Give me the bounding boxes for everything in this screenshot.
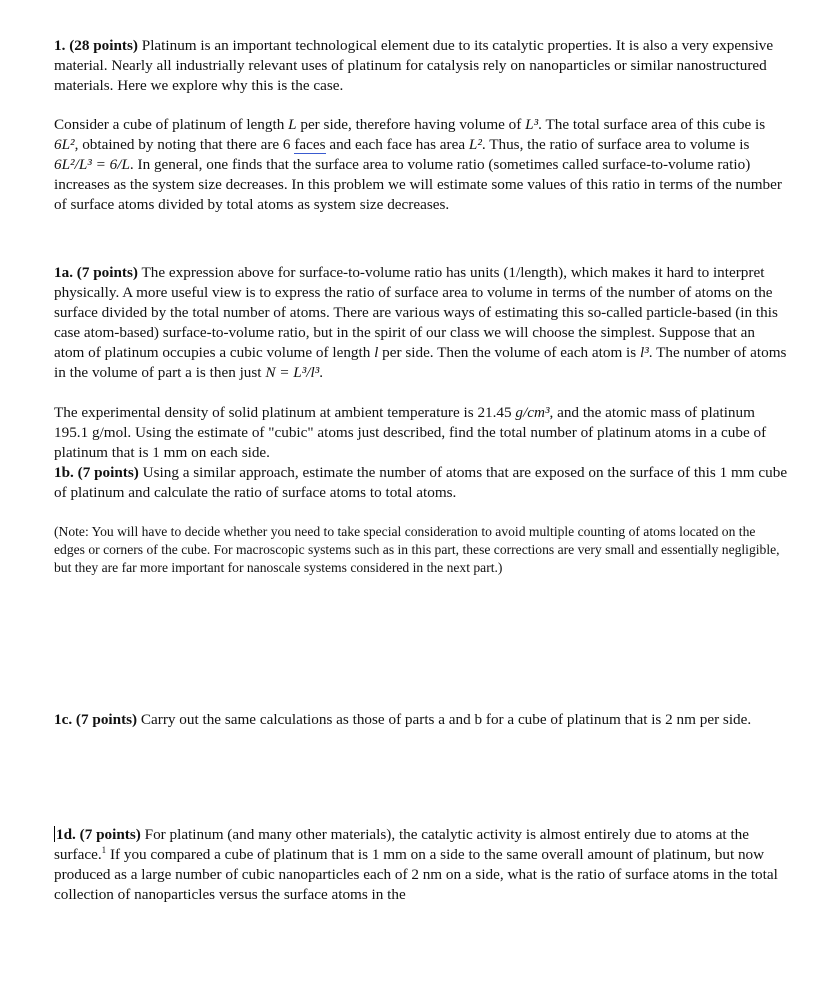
question-1a-paragraph: 1a. (7 points) The expression above for surface-to-volume ratio has units (1/length), which makes it hard to interpret physically. A more useful view is to express the ratio of surface area to volume in terms of the number of atoms on the surface divided by the total number of atoms. There are various ways of estimating this so-called particle-based (in this case atom-based) surface-to-volume ratio, but in the spirit of our class we will choose the simplest. Suppose that an atom of platinum occupies a cubic volume of length l per side. Then the volume of each atom is l³. The number of atoms in the volume of part a is then just N = L³/l³.	[54, 264, 787, 381]
question-1c-label: 1c. (7 points)	[54, 711, 138, 728]
question-1d-label: 1d. (7 points)	[56, 826, 141, 843]
text-cursor	[54, 826, 55, 842]
question-1b-note: (Note: You will have to decide whether you need to take special consideration to avoid multiple counting of atoms located on the edges or corners of the cube. For macroscopic systems such as in this part, these corrections are very small and essentially negligible, but they are far more important for nanoscale systems considered in the next part.)	[54, 524, 780, 575]
spellcheck-underline-faces: faces	[294, 136, 326, 153]
question-1d-paragraph: 1d. (7 points) For platinum (and many other materials), the catalytic activity is almost entirely due to atoms at the surface.$^1$ If you compared a cube of platinum that is 1 mm on a side to the same overall amount of platinum, but now produced as a large number of cubic nanoparticles each of 2 nm on a side, what is the ratio of surface atoms in the total collection of nanoparticles versus the surface atoms in the	[54, 826, 778, 903]
question-1-intro: 1. (28 points) Platinum is an important technological element due to its catalytic properties. It is also a very expensive material. Nearly all industrially relevant uses of platinum for catalysis rely on nanoparticles or similar nanostructured materials. Here we explore why this is the case.	[54, 37, 774, 94]
question-1-label: 1. (28 points)	[54, 37, 138, 54]
question-1a-label: 1a. (7 points)	[54, 264, 138, 281]
question-1b-label: 1b. (7 points)	[54, 464, 139, 481]
document-page	[54, 36, 789, 905]
question-1b-paragraph: 1b. (7 points) Using a similar approach, estimate the number of atoms that are exposed on the surface of this 1 mm cube of platinum and calculate the ratio of surface atoms to total atoms.	[54, 464, 788, 501]
question-1a-density-paragraph: The experimental density of solid platinum at ambient temperature is 21.45 g/cm³, and the atomic mass of platinum 195.1 g/mol. Using the estimate of "cubic" atoms just described, find the total number of platinum atoms in a cube of platinum that is 1 mm on each side.	[54, 404, 767, 461]
question-1-cube-paragraph: Consider a cube of platinum of length L per side, therefore having volume of L³. The total surface area of this cube is 6L², obtained by noting that there are 6 faces and each face has area L². Thus, the ratio of surface area to volume is 6L²/L³ = 6/L. In general, one finds that the surface area to volume ratio (sometimes called surface-to-volume ratio) increases as the system size decreases. In this problem we will estimate some values of this ratio in terms of the number of surface atoms divided by total atoms as system size decreases.	[54, 116, 782, 213]
footnote-marker: 1	[101, 844, 107, 855]
question-1c-paragraph: 1c. (7 points) Carry out the same calculations as those of parts a and b for a cube of platinum that is 2 nm per side.	[54, 711, 752, 728]
